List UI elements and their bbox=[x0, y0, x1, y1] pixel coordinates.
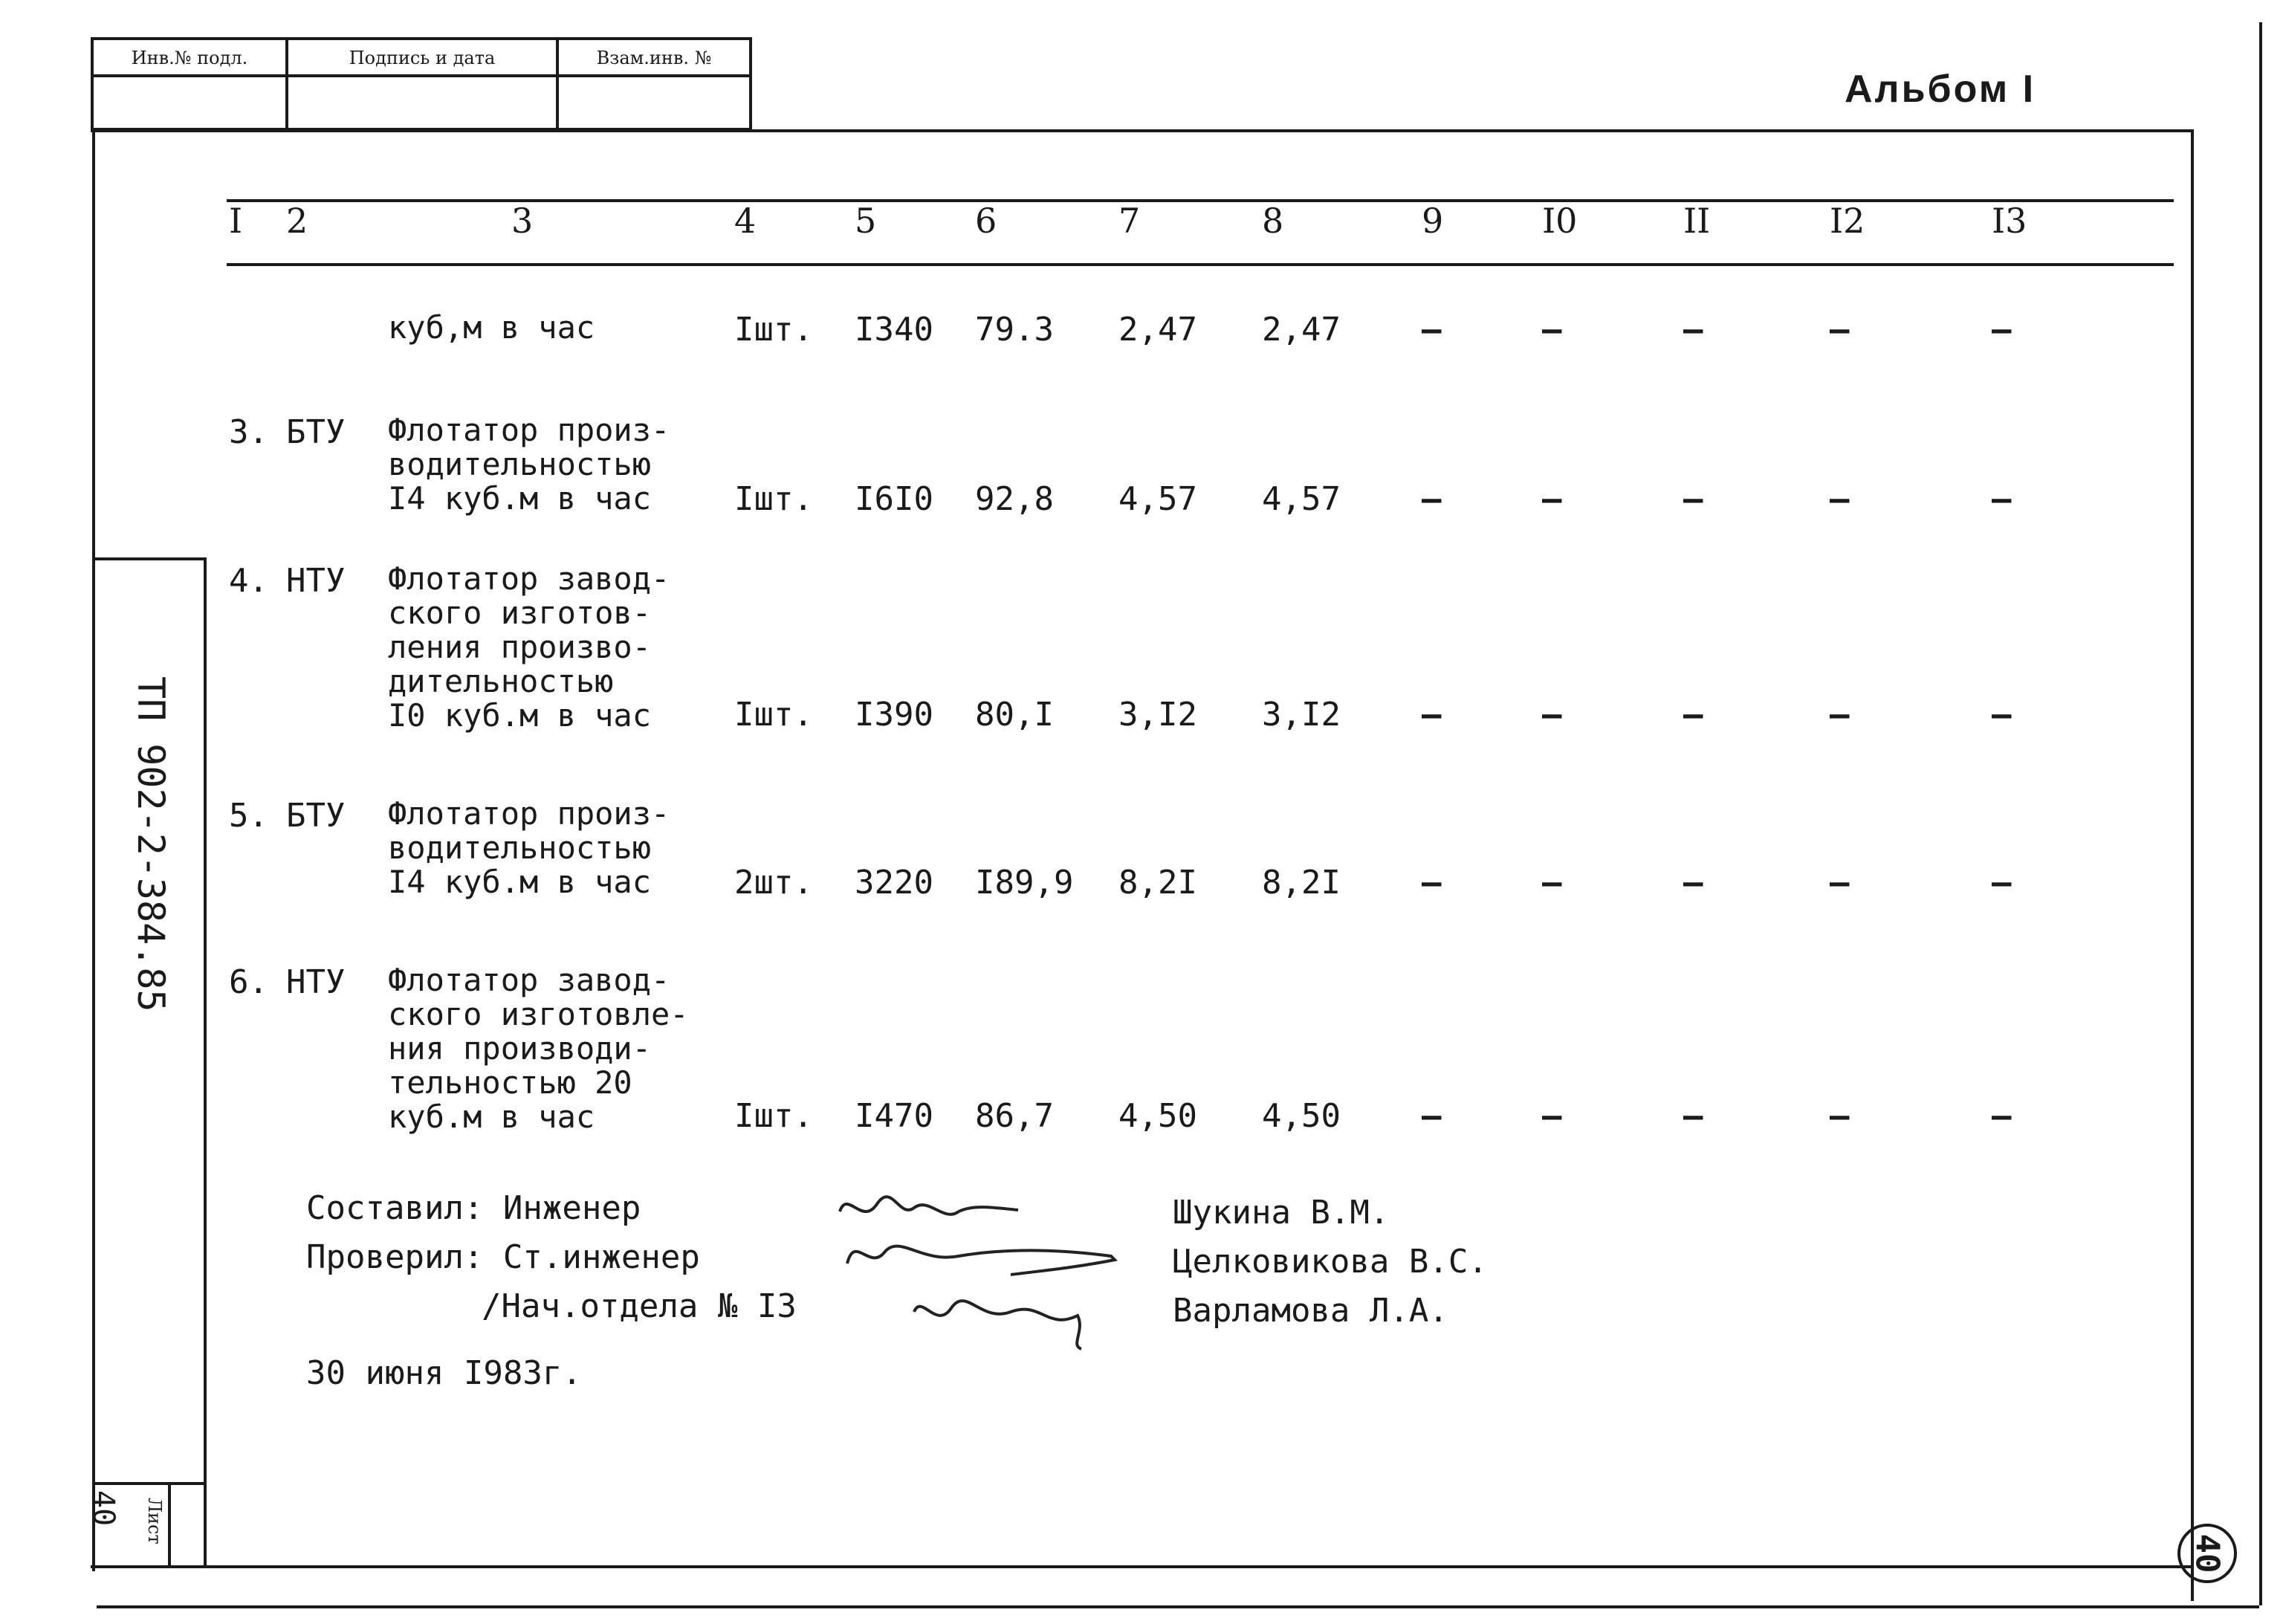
row-col5: 3220 bbox=[855, 864, 933, 902]
col-header-4: 4 bbox=[734, 201, 757, 241]
row-number: 4. bbox=[229, 562, 268, 600]
col-header-1: I bbox=[229, 201, 243, 241]
row-col9: – bbox=[1422, 696, 1442, 734]
row-col9: – bbox=[1422, 864, 1442, 902]
row-col8: 3,I2 bbox=[1262, 696, 1341, 734]
signer-name-1: Шукина В.М. bbox=[1173, 1194, 1390, 1232]
row-quantity: Iшт. bbox=[734, 311, 813, 349]
document-code: ТП 902-2-384.85 bbox=[129, 676, 172, 1012]
row-col7: 4,50 bbox=[1118, 1097, 1197, 1135]
row-code: БТУ bbox=[286, 413, 346, 451]
table-header-line bbox=[227, 263, 2174, 266]
row-col10: – bbox=[1542, 696, 1562, 734]
row-col7: 8,2I bbox=[1118, 864, 1197, 902]
row-col13: – bbox=[1992, 480, 2012, 518]
row-col9: – bbox=[1422, 480, 1442, 518]
row-col12: – bbox=[1830, 864, 1850, 902]
row-col7: 4,57 bbox=[1118, 480, 1197, 518]
row-col12: – bbox=[1830, 311, 1850, 349]
row-col5: I340 bbox=[855, 311, 933, 349]
row-code: НТУ bbox=[286, 963, 346, 1001]
row-description: куб,м в час bbox=[388, 309, 595, 346]
row-quantity: Iшт. bbox=[734, 696, 813, 734]
stamp-cell-replacement bbox=[559, 40, 749, 128]
stamp-header-signature: Подпись и дата bbox=[288, 40, 556, 77]
row-col6: 86,7 bbox=[975, 1097, 1054, 1135]
row-col7: 3,I2 bbox=[1118, 696, 1197, 734]
stamp-header-replacement: Взам.инв. № bbox=[559, 40, 749, 77]
signer-name-2: Целковикова В.С. bbox=[1173, 1243, 1488, 1281]
col-header-2: 2 bbox=[286, 201, 308, 241]
col-header-8: 8 bbox=[1262, 201, 1284, 241]
row-description: Флотатор произ- водительностью I4 куб.м в час bbox=[388, 795, 670, 900]
col-header-7: 7 bbox=[1118, 201, 1141, 241]
col-header-10: I0 bbox=[1542, 201, 1578, 241]
row-col8: 4,57 bbox=[1262, 480, 1341, 518]
page-number-badge bbox=[2177, 1524, 2237, 1583]
row-col8: 4,50 bbox=[1262, 1097, 1341, 1135]
row-description: Флотатор завод- ского изготовле- ния производи- тельностью 20 куб.м в час bbox=[388, 962, 689, 1135]
row-col11: – bbox=[1683, 864, 1703, 902]
row-description: Флотатор произ- водительностью I4 куб.м в час bbox=[388, 412, 670, 517]
page-bottom-line bbox=[97, 1605, 2259, 1608]
row-col12: – bbox=[1830, 696, 1850, 734]
album-label: Альбом I bbox=[1845, 68, 2036, 111]
row-col11: – bbox=[1683, 480, 1703, 518]
row-col5: I6I0 bbox=[855, 480, 933, 518]
frame-left-line bbox=[92, 129, 95, 1571]
row-col5: I470 bbox=[855, 1097, 933, 1135]
side-sheet-divider bbox=[168, 1482, 171, 1568]
side-stamp-divider bbox=[92, 1482, 207, 1485]
row-col11: – bbox=[1683, 696, 1703, 734]
row-col6: I89,9 bbox=[975, 864, 1074, 902]
side-stamp-right-line bbox=[204, 557, 207, 1568]
row-col5: I390 bbox=[855, 696, 933, 734]
row-col10: – bbox=[1542, 1097, 1562, 1135]
row-col9: – bbox=[1422, 311, 1442, 349]
col-header-11: II bbox=[1683, 201, 1711, 241]
row-col13: – bbox=[1992, 1097, 2012, 1135]
col-header-6: 6 bbox=[975, 201, 997, 241]
row-col8: 2,47 bbox=[1262, 311, 1341, 349]
row-number: 5. bbox=[229, 797, 268, 835]
signer-name-3: Варламова Л.А. bbox=[1173, 1292, 1448, 1330]
row-col6: 92,8 bbox=[975, 480, 1054, 518]
row-number: 6. bbox=[229, 963, 268, 1001]
row-description: Флотатор завод- ского изготов- ления произво- дительностью I0 куб.м в час bbox=[388, 560, 670, 734]
col-header-13: I3 bbox=[1992, 201, 2027, 241]
row-col10: – bbox=[1542, 311, 1562, 349]
row-col9: – bbox=[1422, 1097, 1442, 1135]
approval-stamp bbox=[91, 37, 752, 131]
col-header-5: 5 bbox=[855, 201, 877, 241]
row-col13: – bbox=[1992, 864, 2012, 902]
row-col13: – bbox=[1992, 311, 2012, 349]
row-col11: – bbox=[1683, 1097, 1703, 1135]
department-head-label: /Нач.отдела № I3 bbox=[482, 1287, 797, 1325]
row-col12: – bbox=[1830, 480, 1850, 518]
page-number: 40 bbox=[2188, 1533, 2227, 1573]
stamp-header-inventory: Инв.№ подл. bbox=[94, 40, 285, 77]
checked-by-label: Проверил: Ст.инженер bbox=[306, 1238, 700, 1276]
row-quantity: 2шт. bbox=[734, 864, 813, 902]
handwritten-signatures bbox=[832, 1182, 1130, 1360]
row-col7: 2,47 bbox=[1118, 311, 1197, 349]
row-col13: – bbox=[1992, 696, 2012, 734]
row-col6: 80,I bbox=[975, 696, 1054, 734]
row-col8: 8,2I bbox=[1262, 864, 1341, 902]
col-header-12: I2 bbox=[1830, 201, 1865, 241]
sheet-number: 40 bbox=[86, 1490, 120, 1527]
sheet-label: Лист bbox=[144, 1498, 165, 1544]
side-stamp-top-line bbox=[92, 557, 207, 560]
row-code: БТУ bbox=[286, 797, 346, 835]
col-header-9: 9 bbox=[1422, 201, 1444, 241]
compiled-by-label: Составил: Инженер bbox=[306, 1189, 641, 1227]
right-edge-line bbox=[2259, 22, 2262, 1605]
row-code: НТУ bbox=[286, 562, 346, 600]
stamp-cell-inventory bbox=[94, 40, 288, 128]
row-quantity: Iшт. bbox=[734, 480, 813, 518]
frame-right-line bbox=[2191, 129, 2194, 1601]
frame-bottom-line bbox=[91, 1565, 2194, 1568]
row-col10: – bbox=[1542, 864, 1562, 902]
row-col10: – bbox=[1542, 480, 1562, 518]
row-col11: – bbox=[1683, 311, 1703, 349]
stamp-cell-signature bbox=[288, 40, 559, 128]
col-header-3: 3 bbox=[511, 201, 534, 241]
document-date: 30 июня I983г. bbox=[306, 1354, 582, 1392]
row-col12: – bbox=[1830, 1097, 1850, 1135]
row-col6: 79.3 bbox=[975, 311, 1054, 349]
row-number: 3. bbox=[229, 413, 268, 451]
row-quantity: Iшт. bbox=[734, 1097, 813, 1135]
